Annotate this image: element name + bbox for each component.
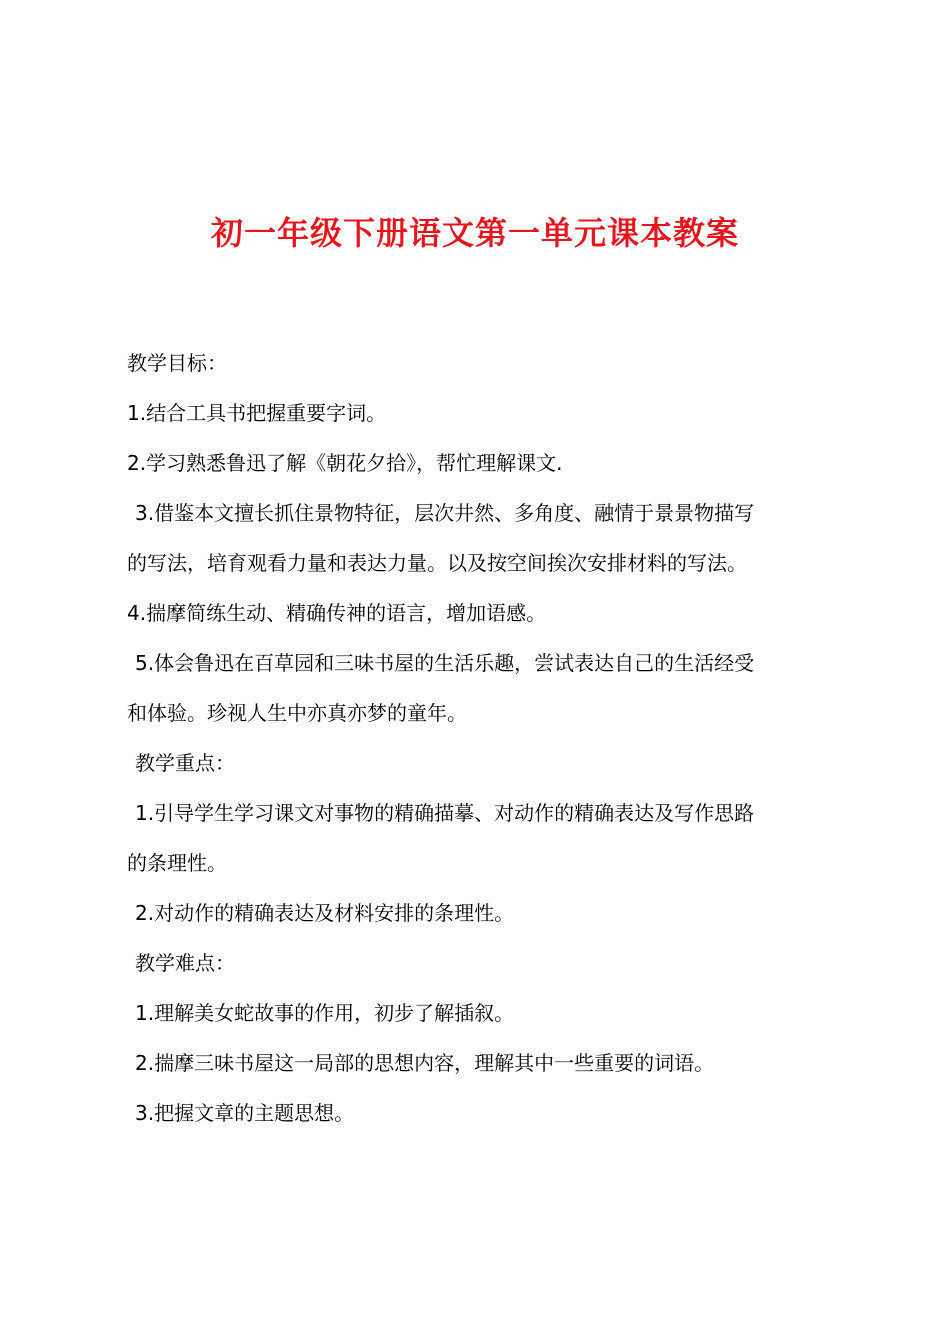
section-heading: 教学重点： bbox=[135, 751, 235, 775]
text-line: 3.借鉴本文擅长抓住景物特征，层次井然、多角度、融情于景景物描写 bbox=[135, 501, 755, 525]
text-line: 4.揣摩简练生动、精确传神的语言，增加语感。 bbox=[127, 601, 547, 625]
text-line: 2.学习熟悉鲁迅了解《朝花夕拾》，帮忙理解课文. bbox=[127, 451, 563, 475]
text-line: 2.对动作的精确表达及材料安排的条理性。 bbox=[135, 901, 515, 925]
text-line: 5.体会鲁迅在百草园和三味书屋的生活乐趣，尝试表达自己的生活经受 bbox=[135, 651, 755, 675]
text-line: 3.把握文章的主题思想。 bbox=[135, 1101, 355, 1125]
text-line: 的写法，培育观看力量和表达力量。以及按空间挨次安排材料的写法。 bbox=[127, 551, 747, 575]
text-line: 2.揣摩三味书屋这一局部的思想内容，理解其中一些重要的词语。 bbox=[135, 1051, 715, 1075]
section-heading: 教学难点： bbox=[135, 951, 235, 975]
document-body bbox=[127, 338, 837, 1138]
text-line: 和体验。珍视人生中亦真亦梦的童年。 bbox=[127, 701, 467, 725]
text-line: 1.结合工具书把握重要字词。 bbox=[127, 401, 387, 425]
text-line: 的条理性。 bbox=[127, 851, 227, 875]
document-title: 初一年级下册语文第一单元课本教案 bbox=[210, 214, 739, 252]
text-line: 教学目标： bbox=[127, 351, 227, 375]
text-line: 1.引导学生学习课文对事物的精确描摹、对动作的精确表达及写作思路 bbox=[135, 801, 755, 825]
text-line: 1.理解美女蛇故事的作用，初步了解插叙。 bbox=[135, 1001, 515, 1025]
